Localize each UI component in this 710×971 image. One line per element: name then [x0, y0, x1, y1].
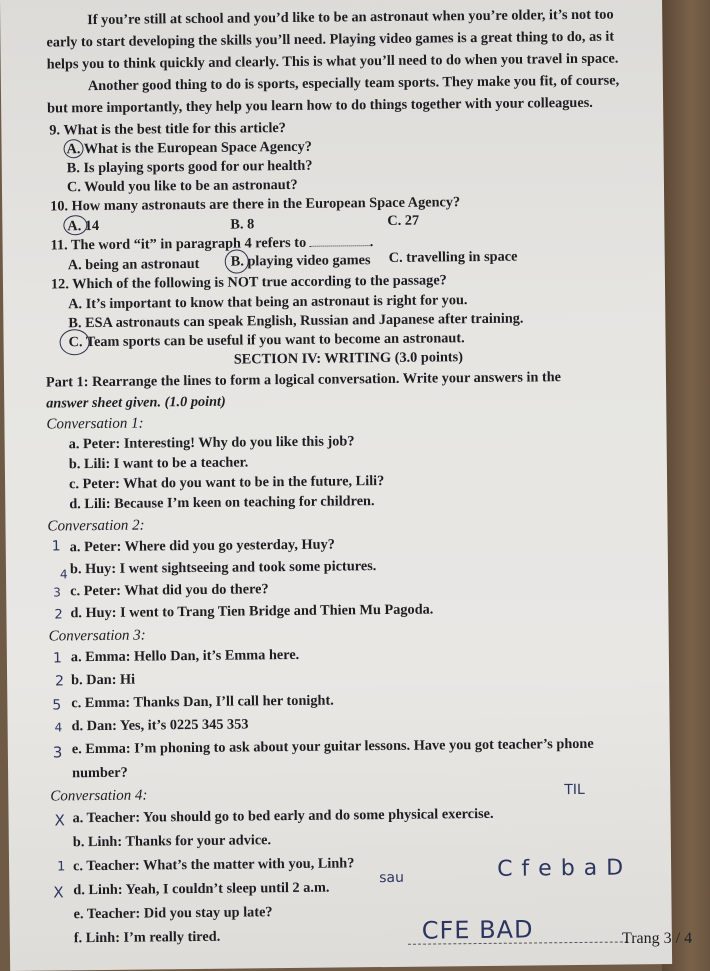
option-c: C. Would you like to be an astronaut?: [66, 176, 298, 196]
conversation-line: b. Huy: I went sightseeing and took some pictures.: [69, 558, 377, 578]
passage-line: but more importantly, they help you learn how to do things together with your colleagues.: [47, 94, 593, 117]
question-stem: 10. How many astronauts are there in the European Space Agency?: [50, 194, 461, 215]
handwritten-number: 3: [53, 585, 61, 600]
passage-line: If you’re still at school and you’d like to be an astronaut when you’re older, it’s not too: [87, 6, 614, 29]
conversation-title: Conversation 1:: [46, 415, 144, 433]
handwritten-number: 1: [52, 650, 62, 667]
page-number: Trang 3 / 4: [622, 930, 693, 947]
option-c: C. 27: [387, 212, 420, 229]
option-a: A. What is the European Space Agency?: [66, 138, 312, 158]
option-c: C. Team sports can be useful if you want to become an astronaut.: [68, 330, 465, 351]
handwritten-note: TIL: [564, 781, 585, 799]
blank-line: [310, 245, 370, 247]
handwritten-answer: CFE BAD: [421, 915, 534, 945]
handwritten-mark: X: [54, 811, 65, 830]
answer-circle: [63, 139, 83, 158]
conversation-line: e. Emma: I’m phoning to ask about your guitar lessons. Have you got teacher’s phone: [71, 735, 594, 758]
conversation-line: number?: [72, 764, 128, 782]
part-instruction-2: answer sheet given. (1.0 point): [46, 393, 226, 412]
option-b: B. 8: [230, 216, 255, 233]
conversation-line: c. Emma: Thanks Dan, I’ll call her tonight.: [71, 692, 334, 712]
conversation-line: e. Teacher: Did you stay up late?: [73, 904, 273, 923]
answer-circle: [225, 249, 249, 273]
conversation-line: b. Dan: Hi: [71, 671, 136, 689]
conversation-line: a. Emma: Hello Dan, it’s Emma here.: [70, 646, 300, 666]
conversation-line: f. Linh: I’m really tired.: [73, 928, 221, 947]
option-a: A. It’s important to know that being an astronaut is right for you.: [68, 292, 468, 313]
passage-line: early to start developing the skills you’ll need. Playing video games is a great thing to do, as it: [46, 28, 615, 51]
conversation-line: c. Teacher: What’s the matter with you, Linh?: [72, 855, 355, 875]
option-b: B. playing video games: [230, 252, 371, 270]
handwritten-number: 1: [57, 859, 66, 875]
question-stem-end: .: [369, 234, 374, 251]
conversation-line: a. Peter: Where did you go yesterday, Huy?: [69, 536, 335, 556]
handwritten-number: 4: [59, 567, 68, 582]
question-stem-text: 11. The word “it” in paragraph 4 refers to: [50, 234, 307, 254]
handwritten-mark: X: [53, 883, 64, 902]
handwritten-number: 2: [54, 607, 63, 623]
conversation-line: c. Peter: What did you do there?: [70, 581, 269, 600]
conversation-line: c. Peter: What do you want to be in the future, Lili?: [68, 473, 385, 493]
question-stem: 12. Which of the following is NOT true according to the passage?: [50, 272, 447, 293]
handwritten-number: 2: [55, 673, 65, 690]
conversation-line: b. Lili: I want to be a teacher.: [68, 454, 249, 473]
option-b: B. ESA astronauts can speak English, Russian and Japanese after training.: [68, 310, 524, 332]
conversation-line: d. Dan: Yes, it’s 0225 345 353: [71, 716, 249, 735]
part-label: Part 1: Rearrange the lines to form a logical conversation. Write your answers in the: [45, 369, 562, 391]
conversation-line: d. Huy: I went to Trang Tien Bridge and Thien Mu Pagoda.: [70, 601, 434, 622]
conversation-line: d. Lili: Because I’m keen on teaching for children.: [69, 493, 375, 513]
page-content: [40, 1, 640, 947]
passage-line: helps you to think quickly and clearly. This is what you’ll need to do when you travel in space.: [46, 50, 619, 73]
section-title: SECTION IV: WRITING (3.0 points): [233, 349, 464, 368]
option-a: A. 14: [67, 217, 100, 235]
option-b: B. Is playing sports good for our health?: [66, 157, 313, 177]
handwritten-number: 4: [54, 720, 63, 735]
handwritten-number: 3: [52, 743, 63, 762]
conversation-title: Conversation 4:: [50, 787, 148, 805]
part-instruction: [46, 368, 561, 391]
option-c: C. travelling in space: [388, 248, 518, 266]
conversation-line: a. Peter: Interesting! Why do you like this job?: [68, 433, 355, 453]
handwritten-answer: C f e b a D: [496, 855, 625, 882]
handwritten-note: sau: [379, 869, 405, 887]
passage-line: Another good thing to do is sports, especially team sports. They make you fit, of course,: [87, 72, 620, 95]
question-stem: 9. What is the best title for this article?: [49, 120, 286, 139]
handwritten-number: 5: [52, 697, 62, 714]
handwritten-number: 1: [51, 538, 61, 555]
answer-circle: [63, 215, 87, 235]
answer-circle: [59, 329, 89, 355]
conversation-line: d. Linh: Yeah, I couldn’t sleep until 2 a.m.: [73, 879, 330, 899]
option-a: A. being an astronaut: [67, 255, 200, 274]
conversation-title: Conversation 3:: [48, 627, 146, 645]
conversation-line: a. Teacher: You should go to bed early and do some physical exercise.: [72, 805, 494, 827]
conversation-title: Conversation 2:: [47, 517, 145, 535]
conversation-line: b. Linh: Thanks for your advice.: [72, 832, 272, 851]
